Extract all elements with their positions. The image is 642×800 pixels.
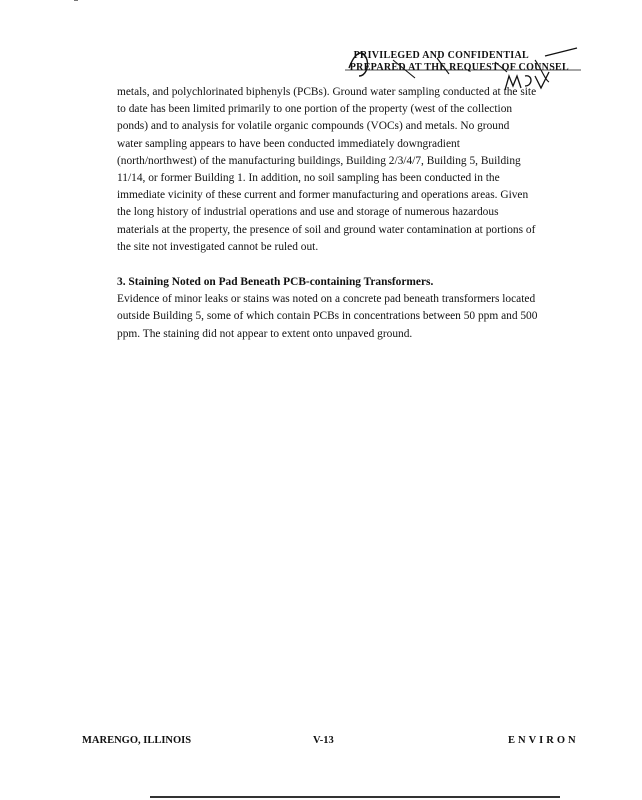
text-line: the long history of industrial operations and use and storage of numerous hazardous: [117, 206, 499, 219]
text-line: 11/14, or former Building 1. In addition, no soil sampling has been conducted in the: [117, 172, 500, 185]
text-line: water sampling appears to have been conducted immediately downgradient: [117, 137, 460, 150]
text-line: (north/northwest) of the manufacturing buildings, Building 2/3/4/7, Building 5, Building: [117, 154, 521, 167]
paragraph-transformer-staining: [117, 291, 569, 343]
section-heading: 3. Staining Noted on Pad Beneath PCB-containing Transformers.: [117, 276, 434, 289]
text-line: Evidence of minor leaks or stains was noted on a concrete pad beneath transformers located: [117, 293, 536, 306]
text-line: to date has been limited primarily to one portion of the property (west of the collection: [117, 103, 513, 116]
paragraph-sampling-limitations: [117, 84, 569, 256]
footer-location: MARENGO, ILLINOIS: [82, 735, 192, 746]
text-line: the site not investigated cannot be ruled out.: [117, 240, 319, 253]
scan-edge-line: [150, 796, 560, 798]
text-line: ponds) and to analysis for volatile organic compounds (VOCs) and metals. No ground: [117, 120, 510, 133]
text-line: immediate vicinity of these current and former manufacturing and operations areas. Given: [117, 189, 529, 202]
document-body: [117, 84, 569, 343]
text-line: outside Building 5, some of which contain PCBs in concentrations between 50 ppm and 500: [117, 310, 538, 323]
stamp-line-privileged: PRIVILEGED AND CONFIDENTIAL: [353, 50, 529, 61]
stamp-line-counsel: PREPARED AT THE REQUEST OF COUNSEL: [349, 62, 569, 73]
footer-company: ENVIRON: [508, 735, 579, 746]
text-line: materials at the property, the presence of soil and ground water contamination at portions of: [117, 223, 536, 236]
text-line: metals, and polychlorinated biphenyls (PCBs). Ground water sampling conducted at the site: [117, 86, 537, 98]
footer-page-number: V-13: [313, 735, 334, 746]
text-line: ppm. The staining did not appear to extent onto unpaved ground.: [117, 327, 413, 340]
scan-mark: [74, 0, 78, 1]
